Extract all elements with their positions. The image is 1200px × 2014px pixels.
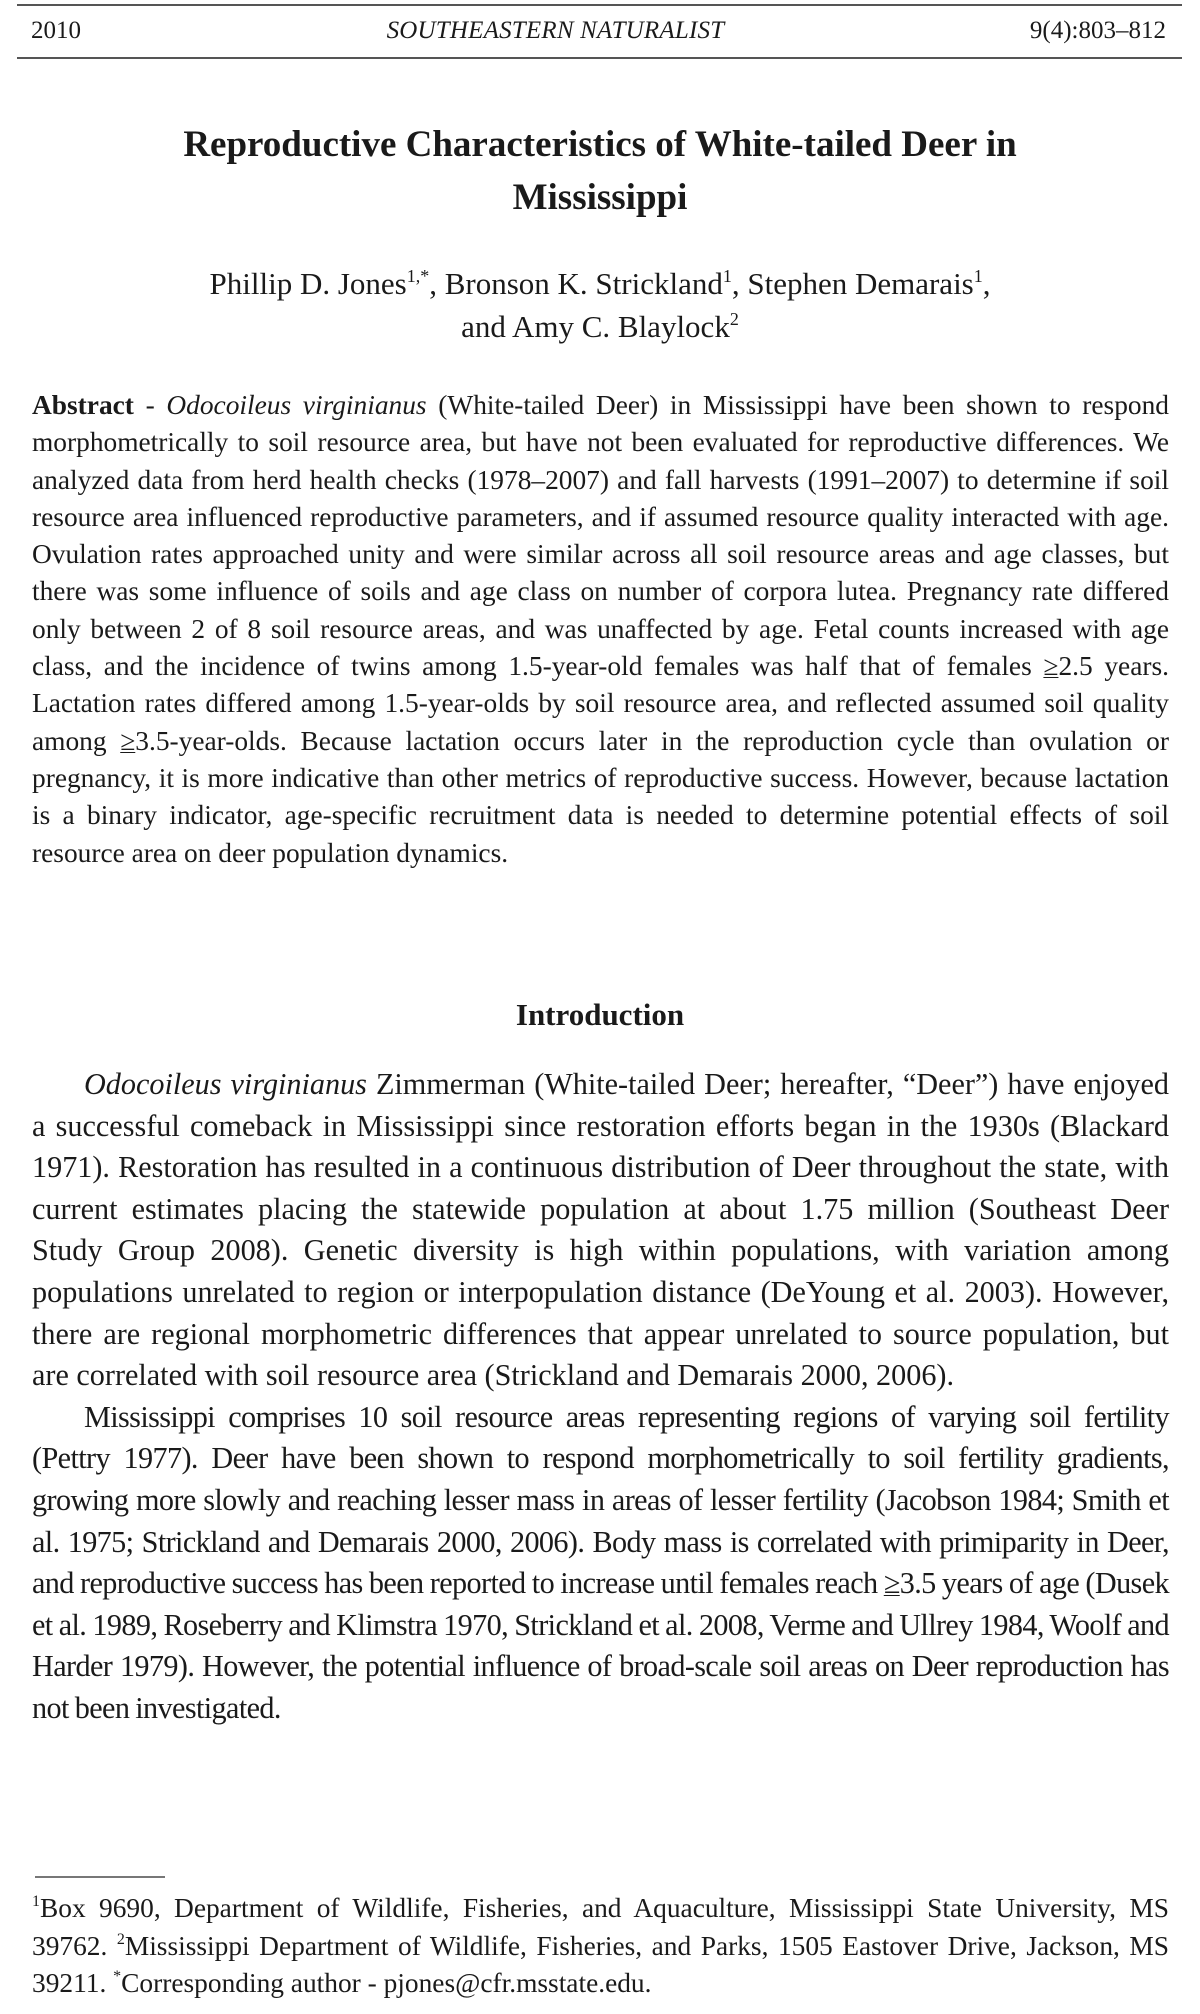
header-top-rule bbox=[17, 4, 1182, 6]
footnote-mark: 2 bbox=[116, 1930, 125, 1948]
footnote-rule bbox=[35, 1876, 165, 1878]
author-affiliation: 1,* bbox=[406, 266, 430, 286]
journal-year: 2010 bbox=[31, 17, 81, 44]
author-list bbox=[60, 262, 1140, 348]
footnote-affiliation-2: Mississippi Department of Wildlife, Fisheries, and Parks, 1505 Eastover Drive, Jackson, MS 39211. bbox=[32, 1930, 1169, 1998]
author-separator: , bbox=[982, 266, 991, 301]
abstract-text: 3.5-year-olds. Because lactation occurs later in the reproduction cycle than ovulation or pregnancy, it is more indicative than other metrics of reproductive success. However, because lactation is a binary indicator, age-specific recruitment data is needed to determine potential effects of soil resource area on deer population dynamics. bbox=[32, 725, 1169, 868]
title-line-1: Reproductive Characteristics of White-tailed Deer in bbox=[183, 124, 1017, 165]
author-name: Stephen Demarais bbox=[747, 266, 974, 301]
author-affiliation: 2 bbox=[729, 309, 739, 329]
section-heading-introduction: Introduction bbox=[515, 997, 685, 1032]
author-name: Phillip D. Jones bbox=[209, 266, 407, 301]
intro-paragraph-2-text: Mississippi comprises 10 soil resource areas representing regions of varying soil fertility (Pettry 1977). Deer have been shown to respond morphometrically to soil fertility gradients, growing more slowly and reaching lesser mass in areas of lesser fertility (Jacobson 1984; Smith et al. 1975; Strickland and Demarais 2000, 2006). Body mass is correlated with primiparity in Deer, and reproductive success has been reported to increase until females reach bbox=[32, 1399, 1169, 1601]
abstract-species-name: Odocoileus virginianus bbox=[166, 390, 427, 420]
ge-symbol: ≥ bbox=[120, 725, 136, 756]
volume-pages: 9(4):803–812 bbox=[1029, 17, 1166, 44]
abstract-text: 2.5 years. Lactation rates differed among 1.5-year-olds by soil resource area, and reflected assumed soil quality among bbox=[32, 651, 1169, 756]
author-name: and Amy C. Blaylock bbox=[461, 309, 730, 344]
abstract-dash: - bbox=[133, 390, 167, 420]
intro-species-name: Odocoileus virginianus bbox=[84, 1067, 367, 1101]
corresponding-author: Corresponding author - pjones@cfr.msstate.edu. bbox=[121, 1968, 652, 1998]
journal-name: SOUTHEASTERN NATURALIST bbox=[386, 17, 725, 44]
footnotes bbox=[32, 1890, 1169, 2003]
author-name: Bronson K. Strickland bbox=[444, 266, 723, 301]
abstract-text: (White-tailed Deer) in Mississippi have been shown to respond morphometrically to soil resource area, but have not been evaluated for reproductive differences. We analyzed data from herd health checks (1978–2007) and fall harvests (1991–2007) to determine if soil resource area influenced reproductive parameters, and if assumed resource quality interacted with age. Ovulation rates approached unity and were similar across all soil resource areas and age classes, but there was some influence of soils and age class on number of corpora lutea. Pregnancy rate differed only between 2 of 8 soil resource areas, and was unaffected by age. Fetal counts increased with age class, and the incidence of twins among 1.5-year-old females was half that of females bbox=[32, 390, 1169, 682]
ge-symbol: ≥ bbox=[1043, 651, 1059, 682]
abstract bbox=[32, 387, 1169, 872]
footnote-mark: * bbox=[113, 1968, 122, 1985]
abstract-label: Abstract bbox=[32, 390, 134, 420]
author-affiliation: 1 bbox=[973, 266, 983, 286]
footnote-affiliation-1: Box 9690, Department of Wildlife, Fisheries, and Aquaculture, Mississippi State University, MS 39762. bbox=[32, 1893, 1169, 1961]
intro-paragraph-2-text: 3.5 years of age (Dusek et al. 1989, Roseberry and Klimstra 1970, Strickland et al. 2008, Verme and Ullrey 1984, Woolf and Harder 1979). However, the potential influence of broad-scale soil areas on Deer reproduction has not been investigated. bbox=[32, 1566, 1169, 1725]
author-affiliation: 1 bbox=[722, 266, 732, 286]
article-title bbox=[60, 118, 1140, 224]
intro-paragraph-1-text: Zimmerman (White-tailed Deer; hereafter, “Deer”) have enjoyed a successful comeback in Mississippi since restoration efforts began in the 1930s (Blackard 1971). Restoration has resulted in a continuous distribution of Deer throughout the state, with current estimates placing the statewide population at about 1.75 million (Southeast Deer Study Group 2008). Genetic diversity is high within populations, with variation among populations unrelated to region or interpopulation distance (DeYoung et al. 2003). However, there are regional morphometric differences that appear unrelated to source population, but are correlated with soil resource area (Strickland and Demarais 2000, 2006). bbox=[32, 1067, 1169, 1393]
footnote-mark: 1 bbox=[32, 1893, 40, 1910]
intro-paragraph-1 bbox=[32, 1064, 1169, 1397]
header-bottom-rule bbox=[17, 57, 1182, 59]
author-separator: , bbox=[731, 266, 748, 301]
intro-paragraph-2 bbox=[32, 1397, 1169, 1730]
ge-symbol: ≥ bbox=[883, 1566, 900, 1601]
title-line-2: Mississippi bbox=[512, 177, 688, 218]
running-head bbox=[31, 13, 1166, 49]
author-separator: , bbox=[429, 266, 445, 301]
introduction-body bbox=[32, 1064, 1169, 1730]
